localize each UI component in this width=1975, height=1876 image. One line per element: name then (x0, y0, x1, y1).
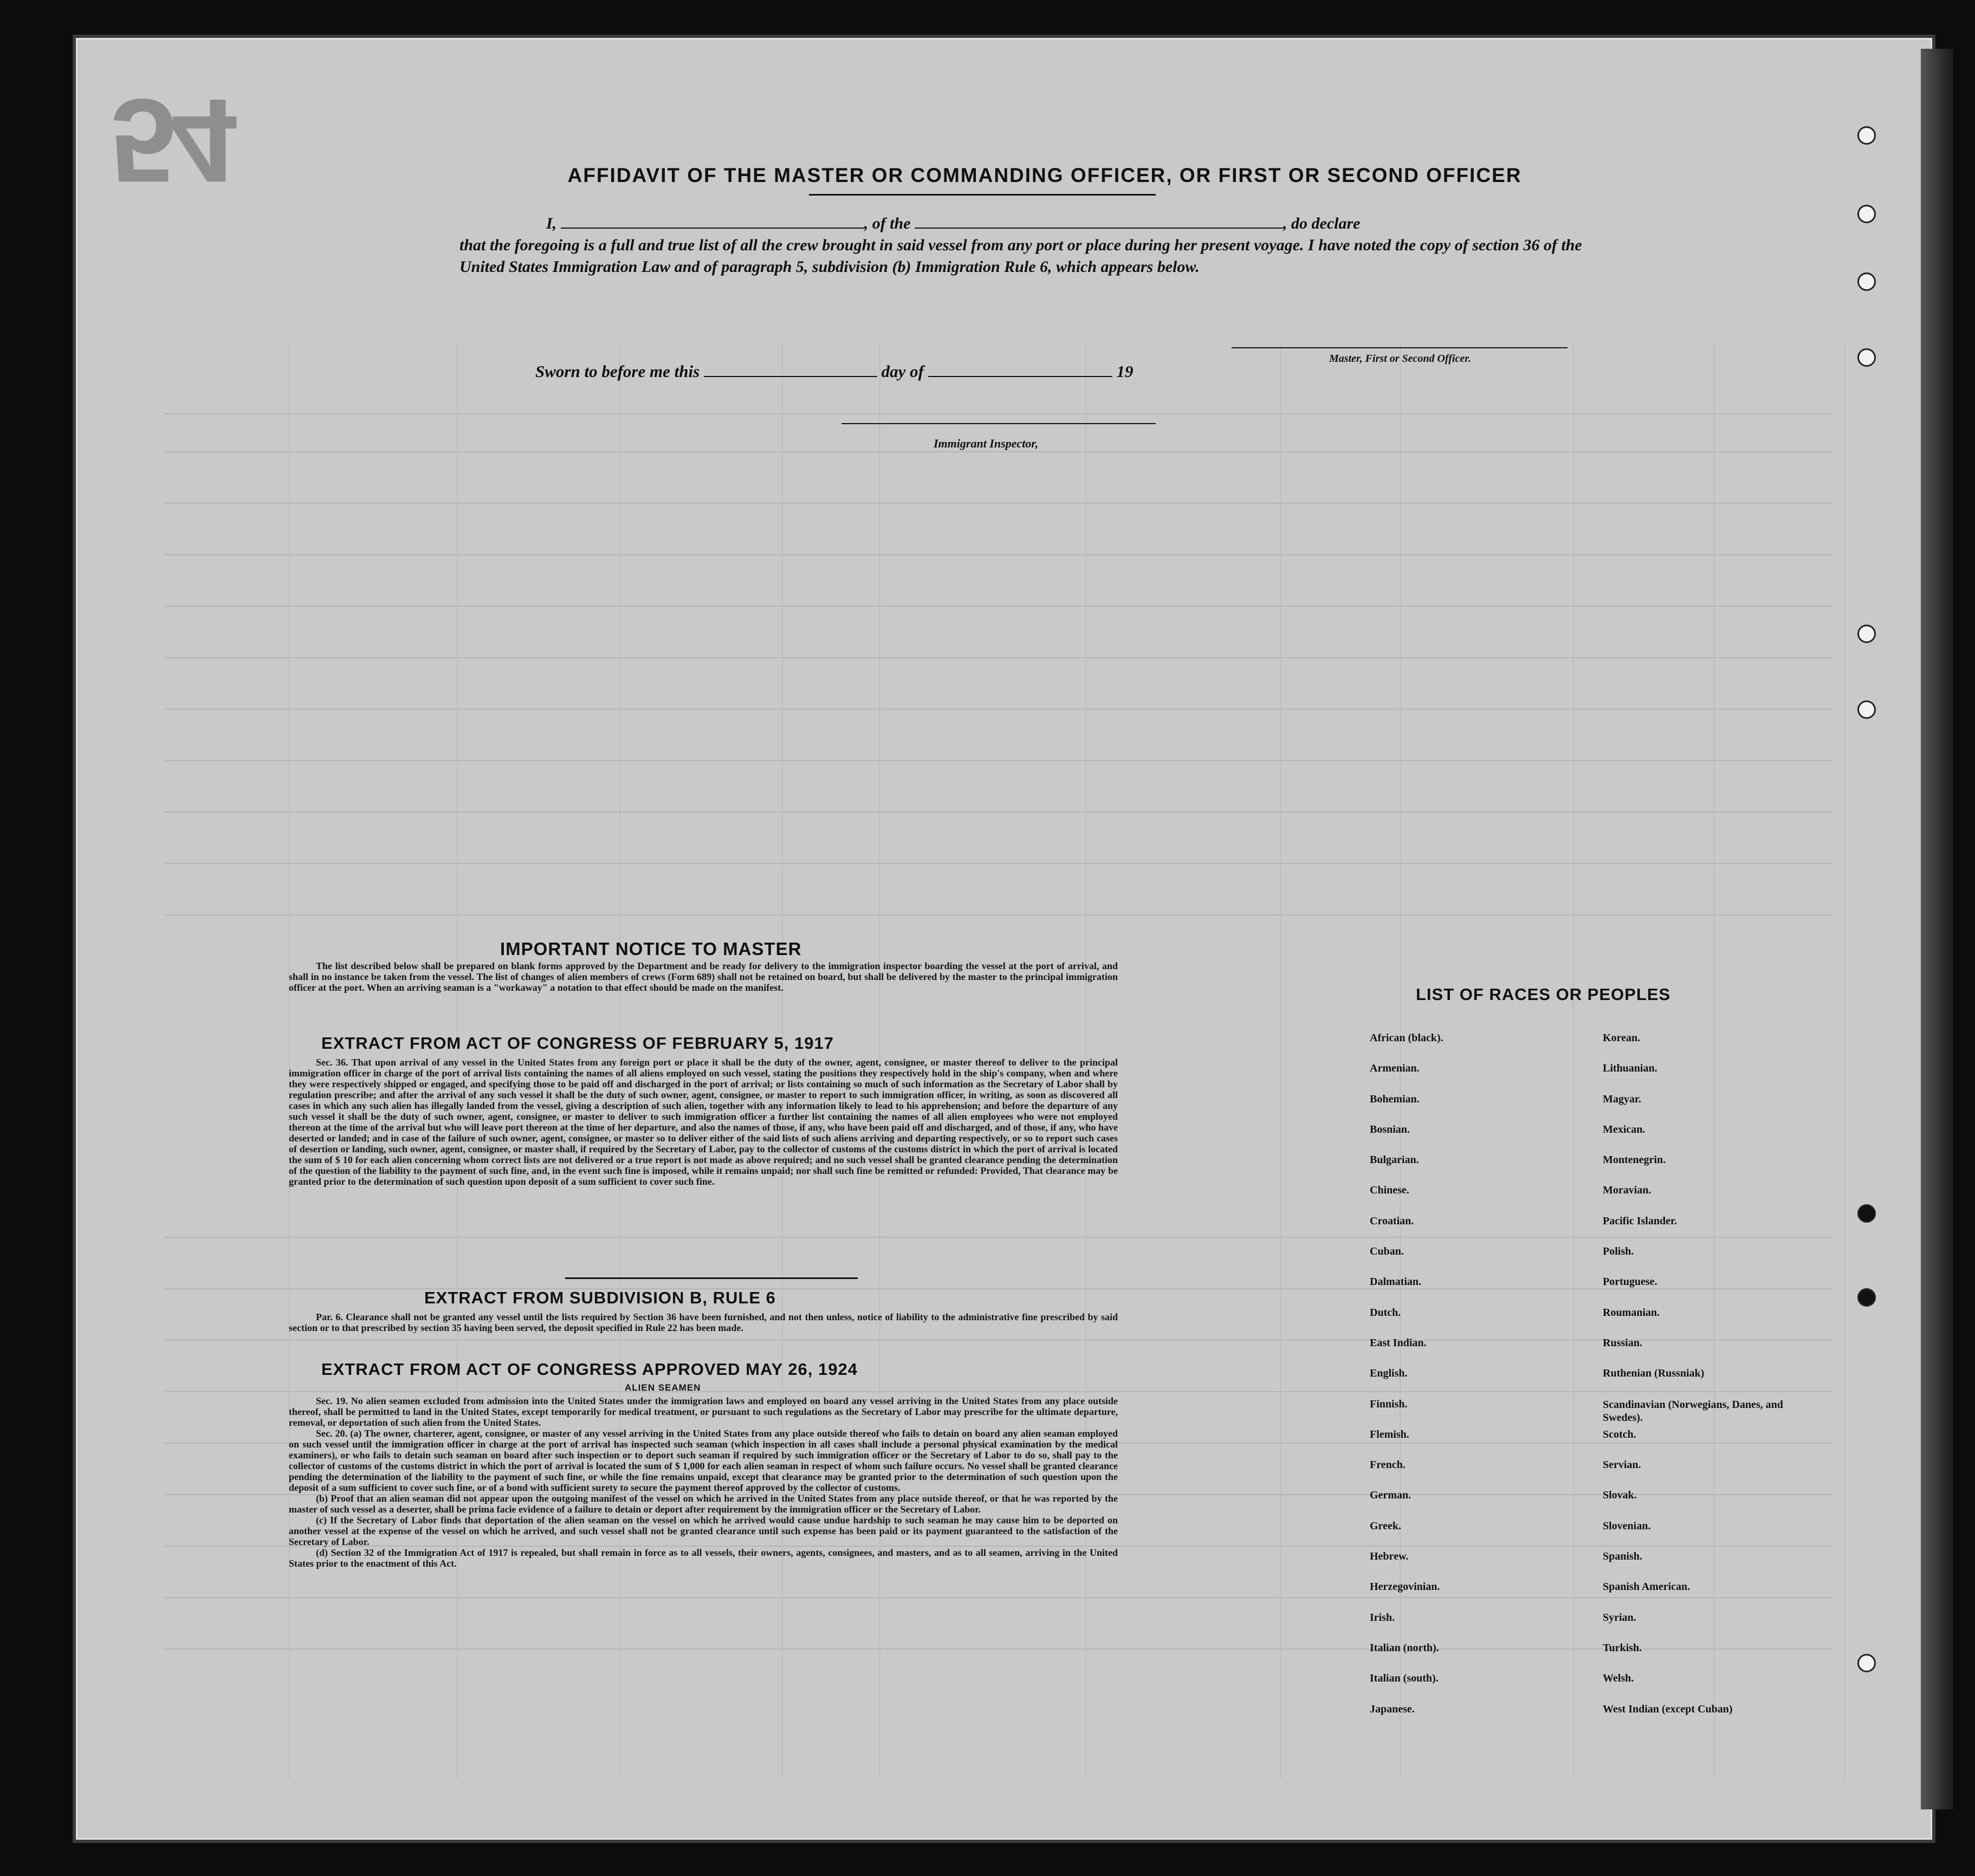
races-list-right (1603, 1032, 1798, 1734)
sworn-line (535, 362, 1134, 381)
race-item: Hebrew. (1370, 1550, 1409, 1563)
race-item: Roumanian. (1603, 1306, 1660, 1319)
race-item: Turkish. (1603, 1641, 1642, 1654)
affidavit-i-label: I, (546, 215, 557, 232)
affidavit-title: AFFIDAVIT OF THE MASTER OR COMMANDING OFFICER, OR FIRST OR SECOND OFFICER (567, 164, 1522, 186)
race-item: Croatian. (1370, 1215, 1414, 1227)
affidavit-declare-label: , do declare (1283, 215, 1361, 232)
sworn-prefix: Sworn to before me this (535, 362, 700, 381)
race-item: Syrian. (1603, 1611, 1636, 1624)
race-item: Dutch. (1370, 1306, 1401, 1319)
sworn-year-label: 19 (1116, 362, 1134, 381)
extract-1924-paragraph: (d) Section 32 of the Immigration Act of 1917 is repealed, but shall remain in force as to all vessels, their owners, agents, consignees, and masters, and as to all seamen, arriving in the United States prior to the enactment of this Act. (289, 1547, 1118, 1569)
race-item: Moravian. (1603, 1184, 1652, 1197)
race-item: French. (1370, 1459, 1406, 1471)
race-item: Dalmatian. (1370, 1276, 1421, 1288)
race-item: Spanish. (1603, 1550, 1642, 1563)
race-item: English. (1370, 1367, 1408, 1380)
bleed-through-sheet-number: 54 (110, 74, 232, 207)
name-blank[interactable] (561, 215, 864, 229)
binder-hole-icon (1857, 1654, 1876, 1672)
race-item: Herzegovinian. (1370, 1581, 1440, 1593)
race-item: German. (1370, 1489, 1411, 1502)
race-item: Japanese. (1370, 1703, 1415, 1715)
inspector-signature-line[interactable] (841, 423, 1156, 424)
race-item: Chinese. (1370, 1184, 1409, 1197)
race-item: Servian. (1603, 1459, 1641, 1471)
race-item: Bulgarian. (1370, 1154, 1419, 1166)
extract-rule6-text: Par. 6. Clearance shall not be granted any vessel until the lists required by Section 36 have been furnished, and not then unless, notice of liability to the administrative fine prescribed by said section or to that prescribed by section 35 having been served, the deposit specified in Rule 22 has been made. (289, 1312, 1118, 1333)
race-item: Bosnian. (1370, 1123, 1410, 1135)
binder-hole-icon (1857, 700, 1876, 719)
race-item: Scandinavian (Norwegians, Danes, and Swedes). (1603, 1398, 1783, 1424)
race-item: Flemish. (1370, 1428, 1409, 1440)
race-item: Scotch. (1603, 1428, 1636, 1440)
master-signature-label: Master, First or Second Officer. (1329, 353, 1471, 365)
extract-1924-paragraph: (b) Proof that an alien seaman did not appear upon the outgoing manifest of the vessel on which he arrived in the United States from any place outside thereof, or that he was reported by the master of such vessel as a deserter, shall be prima facie evidence of a failure to detain or deport after requirement by the immigration officer or the Secretary of Labor. (289, 1493, 1118, 1515)
race-item: Greek. (1370, 1520, 1401, 1532)
race-item: Russian. (1603, 1336, 1642, 1349)
race-item: Welsh. (1603, 1672, 1634, 1685)
extract-rule6-title: EXTRACT FROM SUBDIVISION B, RULE 6 (424, 1288, 776, 1307)
page-edge-shadow (1921, 49, 1953, 1809)
binder-hole-icon (1857, 348, 1876, 367)
race-item: Lithuanian. (1603, 1062, 1657, 1075)
race-item: Italian (south). (1370, 1672, 1439, 1685)
races-list-left (1370, 1032, 1443, 1734)
race-item: Irish. (1370, 1611, 1395, 1624)
section-rule (565, 1277, 858, 1279)
master-signature-line[interactable] (1232, 347, 1568, 348)
race-item: Montenegrin. (1603, 1154, 1666, 1166)
binder-hole-icon (1857, 272, 1876, 291)
race-item: East Indian. (1370, 1336, 1427, 1349)
race-item: Polish. (1603, 1245, 1634, 1258)
title-rule (809, 194, 1156, 196)
affidavit-statement: that the foregoing is a full and true list of all the crew brought in said vessel from any port or place during her present voyage. I have noted the copy of section 36 of the United States Immigration Law and of paragraph 5, subdivision (b) Immigration Rule 6, which appears below. (459, 236, 1582, 276)
race-item: Portuguese. (1603, 1276, 1657, 1288)
extract-1917-text: Sec. 36. That upon arrival of any vessel in the United States from any foreign port or place it shall be the duty of the owner, agent, consignee, or master thereof to deliver to the principal immigration officer in charge of the port of arrival lists containing the names of all aliens employed on such vessel, stating the positions they respectively hold in the ship's company, when and where they were respectively shipped or engaged, and specifying those to be paid off and discharged in the port of arrival; or lists containing so much of such information as the Secretary of Labor shall by regulation prescribe; and after the arrival of any such vessel it shall be the duty of such owner, agent, consignee, or master to report to such immigration officer, in writing, as soon as discovered all cases in which any such alien has illegally landed from the vessel, giving a description of such alien, together with any information likely to lead to his apprehension; and before the departure of any such vessel it shall be the duty of such owner, agent, consignee, or master to deliver to such immigration officer a further list containing the names of all alien employees who were not employed thereon at the time of the arrival but who will leave port thereon at the time of her departure, and also the names of those, if any, who have been paid off and discharged, and of those, if any, who have deserted or landed; and in case of the failure of such owner, agent, consignee, or master so to deliver either of the said lists of such aliens arriving and departing respectively, or so to report such cases of desertion or landing, such owner, agent, consignee, or master shall, if required by the Secretary of Labor, pay to the collector of customs of the customs district in which the port of arrival is located the sum of $ 10 for each alien concerning whom correct lists are not delivered or a true report is not made as above required; and no such vessel shall be granted clearance pending the determination of the question of the liability to the payment of such fine, and, in the event such fine is imposed, while it remains unpaid; nor shall such fine be remitted or refunded: Provided, That clearance may be granted prior to the determination of such question upon deposit of a sum sufficient to cover such fine. (289, 1057, 1118, 1187)
extract-1924-paragraph: Sec. 20. (a) The owner, charterer, agent, consignee, or master of any vessel arriving in the United States from any place outside thereof who fails to detain on board any alien seaman employed on such vessel until the immigration officer in charge at the port of arrival has inspected such seaman (which inspection in all cases shall include a personal physical examination by the medical examiners), or who fails to detain such seaman on board after such inspection or to deport such seaman if required by such immigration officer or the Secretary of Labor to do so, shall pay to the collector of customs of the customs district in which the port of arrival is located the sum of $ 1,000 for each alien seaman in respect of whom such failure occurs. No vessel shall be granted clearance pending the determination of the liability to the payment of such fine, or while the fine remains unpaid, except that clearance may be granted prior to the determination of such question upon the deposit of a sum sufficient to cover such fine, or of a bond with sufficient surety to secure the payment thereof approved by the collector of customs. (289, 1428, 1118, 1493)
race-item: Armenian. (1370, 1062, 1420, 1075)
race-item: Korean. (1603, 1032, 1641, 1044)
inspector-signature-label: Immigrant Inspector, (934, 437, 1039, 450)
sworn-month-blank[interactable] (928, 363, 1112, 377)
binder-hole-icon (1857, 1288, 1876, 1307)
manifest-page (76, 38, 1932, 1840)
race-item: Bohemian. (1370, 1093, 1420, 1105)
extract-1924-paragraph: (c) If the Secretary of Labor finds that deportation of the alien seaman on the vessel on which he arrived would cause undue hardship to such seaman he may cause him to be deported on another vessel at the expense of the vessel on which he arrived, and such vessel shall not be granted clearance until such expense has been paid or its payment guaranteed to the satisfaction of the Secretary of Labor. (289, 1515, 1118, 1547)
binder-hole-icon (1857, 1204, 1876, 1223)
affidavit-of-the-label: , of the (864, 215, 911, 232)
extract-1924-subtitle: ALIEN SEAMEN (625, 1382, 701, 1393)
race-item: Italian (north). (1370, 1641, 1439, 1654)
races-title: LIST OF RACES OR PEOPLES (1416, 985, 1671, 1004)
binder-hole-icon (1857, 625, 1876, 643)
race-item: African (black). (1370, 1032, 1443, 1044)
vessel-blank[interactable] (915, 215, 1283, 229)
binder-hole-icon (1857, 126, 1876, 145)
extract-1917-title: EXTRACT FROM ACT OF CONGRESS OF FEBRUARY 5, 1917 (321, 1034, 834, 1053)
binder-hole-icon (1857, 205, 1876, 223)
race-item: Pacific Islander. (1603, 1215, 1678, 1227)
extract-1924-paragraph: Sec. 19. No alien seamen excluded from admission into the United States under the immigration laws and employed on board any vessel arriving in the United States from any place outside thereof, shall be permitted to land in the United States, except temporarily for medical treatment, or pursuant to such regulations as the Secretary of Labor may prescribe for the ultimate departure, removal, or deportation of such alien from the United States. (289, 1395, 1118, 1428)
affidavit-body (459, 213, 1584, 278)
race-item: Magyar. (1603, 1093, 1641, 1105)
race-item: Slovak. (1603, 1489, 1637, 1502)
race-item: West Indian (except Cuban) (1603, 1703, 1733, 1715)
notice-title: IMPORTANT NOTICE TO MASTER (500, 939, 802, 959)
sworn-day-label: day of (881, 362, 924, 381)
race-item: Cuban. (1370, 1245, 1404, 1258)
affidavit-name-line (459, 213, 1584, 235)
race-item: Slovenian. (1603, 1520, 1651, 1532)
notice-text: The list described below shall be prepared on blank forms approved by the Department and be ready for delivery to the immigration inspector boarding the vessel at the port of arrival, and shall in no instance be taken from the vessel. The list of changes of alien members of crews (Form 689) shall not be retained on board, but shall be delivered by the master to the principal immigration officer at the port. When an arriving seaman is a "workaway" a notation to that effect should be made on the manifest. (289, 960, 1118, 993)
race-item: Mexican. (1603, 1123, 1646, 1135)
race-item: Spanish American. (1603, 1581, 1691, 1593)
race-item: Ruthenian (Russniak) (1603, 1367, 1705, 1380)
extract-1924-text (289, 1395, 1118, 1569)
extract-1924-title: EXTRACT FROM ACT OF CONGRESS APPROVED MAY 26, 1924 (321, 1360, 858, 1379)
race-item: Finnish. (1370, 1398, 1408, 1410)
sworn-date-blank[interactable] (704, 363, 877, 377)
